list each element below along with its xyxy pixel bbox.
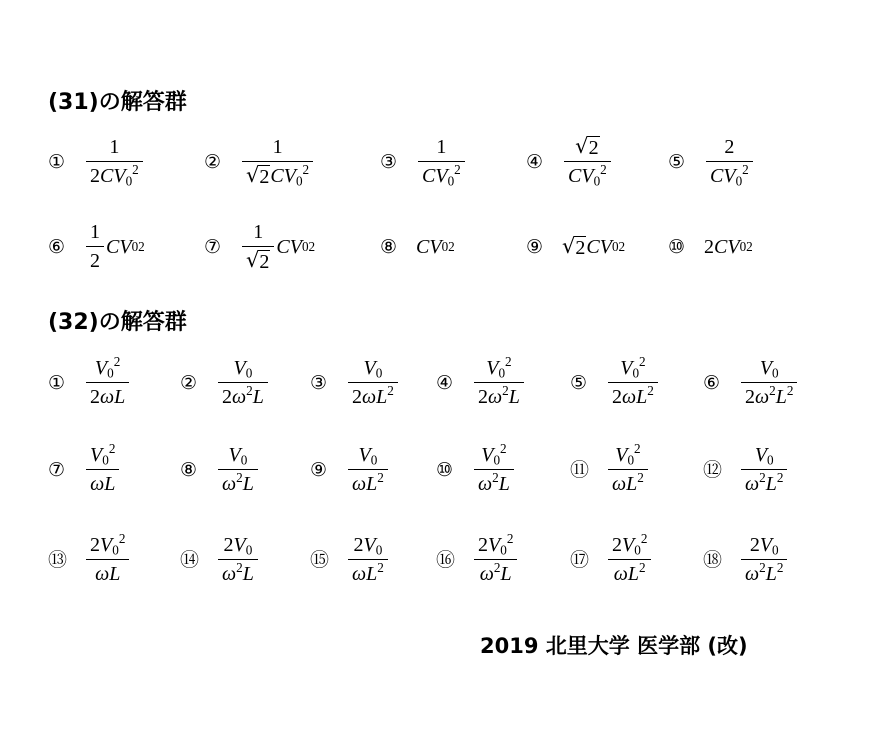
choice-number: ⑯ bbox=[436, 548, 456, 571]
choice-formula: $\frac{2V_0}{\omega L^2}$ bbox=[346, 534, 390, 586]
choice-31-6 bbox=[48, 222, 145, 272]
choice-number: ② bbox=[180, 371, 198, 394]
choice-32-17 bbox=[570, 531, 653, 585]
choice-formula: $\frac{V_0^2}{\omega L}$ bbox=[84, 444, 121, 496]
section-32-title: (32)の解答群 bbox=[48, 310, 187, 335]
choice-31-3 bbox=[380, 137, 467, 187]
choice-formula: √ 2 $CV_0^2$ bbox=[562, 136, 613, 188]
choice-formula: $\frac{1}{CV_0^2}$ bbox=[416, 136, 467, 188]
choice-formula: $\frac{V_0^2}{\omega L^2}$ bbox=[606, 444, 650, 496]
choice-number: ⑫ bbox=[703, 458, 723, 481]
choice-32-11 bbox=[570, 441, 650, 495]
choice-31-9 bbox=[526, 222, 625, 272]
choice-formula: $\frac{2V_0}{\omega^2L}$ bbox=[216, 534, 260, 586]
choice-number: ⑨ bbox=[526, 235, 544, 258]
choice-32-16 bbox=[436, 531, 519, 585]
choice-number: ⑩ bbox=[436, 458, 454, 481]
choice-number: ⑧ bbox=[180, 458, 198, 481]
choice-number: ④ bbox=[526, 150, 544, 173]
choice-formula: $\frac{V_0}{2\omega^2L^2}$ bbox=[739, 357, 799, 409]
choice-number: ⑩ bbox=[668, 235, 686, 258]
choice-31-1 bbox=[48, 137, 145, 187]
choice-formula: √ 2 C V 0 2 bbox=[562, 233, 626, 259]
choice-number: ⑱ bbox=[703, 548, 723, 571]
choice-32-4 bbox=[436, 354, 526, 408]
choice-32-7 bbox=[48, 441, 121, 495]
choice-formula: 1 √ 2 C V 0 2 bbox=[240, 221, 315, 273]
choice-formula: $\frac{2V_0^2}{\omega L^2}$ bbox=[606, 534, 653, 586]
choice-formula: $\frac{V_0^2}{2\omega^2L}$ bbox=[472, 357, 526, 409]
choice-number: ⑥ bbox=[703, 371, 721, 394]
choice-31-8 bbox=[380, 222, 455, 272]
choice-31-10 bbox=[668, 222, 753, 272]
choice-number: ⑬ bbox=[48, 548, 68, 571]
choice-32-9 bbox=[310, 445, 390, 495]
choice-number: ⑧ bbox=[380, 235, 398, 258]
choice-number: ⑦ bbox=[204, 235, 222, 258]
choice-formula: $\frac{1}{2CV_0^2}$ bbox=[84, 136, 145, 188]
choice-32-12 bbox=[703, 445, 789, 495]
choice-number: ① bbox=[48, 150, 66, 173]
choice-number: ③ bbox=[380, 150, 398, 173]
choice-number: ② bbox=[204, 150, 222, 173]
choice-32-8 bbox=[180, 445, 260, 495]
choice-formula: $\frac{V_0}{2\omega^2L}$ bbox=[216, 357, 270, 409]
choice-number: ③ bbox=[310, 371, 328, 394]
choice-formula: $\frac{2V_0}{\omega^2L^2}$ bbox=[739, 534, 789, 586]
choice-formula: $\frac{V_0^2}{2\omega L^2}$ bbox=[606, 357, 660, 409]
choice-number: ⑥ bbox=[48, 235, 66, 258]
choice-formula: C V 0 2 bbox=[416, 236, 455, 258]
choice-32-10 bbox=[436, 441, 516, 495]
choice-number: ⑤ bbox=[668, 150, 686, 173]
choice-formula: $\frac{V_0^2}{2\omega L}$ bbox=[84, 357, 131, 409]
choice-formula: $\frac{V_0}{\omega^2L^2}$ bbox=[739, 444, 789, 496]
choice-32-5 bbox=[570, 354, 660, 408]
choice-32-2 bbox=[180, 358, 270, 408]
choice-formula: $\frac{V_0}{\omega^2L}$ bbox=[216, 444, 260, 496]
choice-32-15 bbox=[310, 535, 390, 585]
choice-formula: $\frac{V_0}{\omega L^2}$ bbox=[346, 444, 390, 496]
choice-number: ⑪ bbox=[570, 458, 590, 481]
choice-31-4 bbox=[526, 134, 613, 189]
choice-formula: 2 C V 0 2 bbox=[704, 236, 753, 258]
choice-31-5 bbox=[668, 137, 755, 187]
choice-number: ⑦ bbox=[48, 458, 66, 481]
choice-formula: $\frac{2V_0^2}{\omega L}$ bbox=[84, 534, 131, 586]
choice-31-7 bbox=[204, 222, 315, 272]
choice-formula: 1 √ 2 $CV_0^2$ bbox=[240, 136, 315, 188]
choice-number: ① bbox=[48, 371, 66, 394]
choice-32-14 bbox=[180, 535, 260, 585]
choice-formula: $\frac{2V_0^2}{\omega^2L}$ bbox=[472, 534, 519, 586]
section-31-title: (31)の解答群 bbox=[48, 90, 187, 115]
choice-formula: $\frac{2}{CV_0^2}$ bbox=[704, 136, 755, 188]
choice-32-18 bbox=[703, 535, 789, 585]
choice-number: ⑰ bbox=[570, 548, 590, 571]
choice-32-1 bbox=[48, 354, 131, 408]
choice-32-3 bbox=[310, 358, 400, 408]
source-citation: 2019 北里大学 医学部 (改) bbox=[480, 634, 748, 658]
choice-number: ⑤ bbox=[570, 371, 588, 394]
choice-number: ⑨ bbox=[310, 458, 328, 481]
choice-formula: $\frac{V_0}{2\omega L^2}$ bbox=[346, 357, 400, 409]
choice-number: ④ bbox=[436, 371, 454, 394]
choice-32-13 bbox=[48, 531, 131, 585]
choice-formula: $\frac{V_0^2}{\omega^2L}$ bbox=[472, 444, 516, 496]
choice-31-2 bbox=[204, 137, 315, 187]
choice-formula: $\frac{1}{2}$ C V 0 2 bbox=[84, 221, 145, 273]
choice-32-6 bbox=[703, 358, 799, 408]
choice-number: ⑮ bbox=[310, 548, 330, 571]
choice-number: ⑭ bbox=[180, 548, 200, 571]
